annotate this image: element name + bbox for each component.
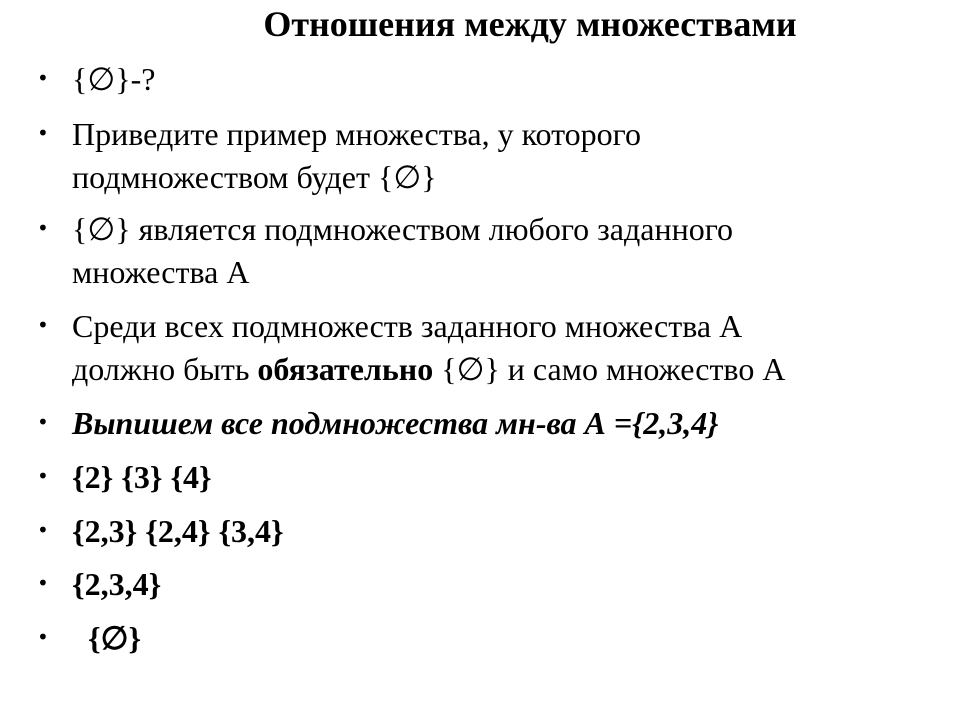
item-text-bold: обязательно [257,351,434,387]
bullet-icon: • [37,410,49,434]
list-item-subset-of-any [37,208,932,294]
item-text: {2,3} {2,4} {3,4} [72,513,284,549]
list-item-single-subsets [37,456,932,499]
item-text: Выпишем все подмножества мн-ва А ={2,3,4} [72,405,719,441]
bullet-icon: • [37,121,49,145]
bullet-icon: • [37,464,49,488]
item-text: {2} {3} {4} [72,459,212,495]
item-text-line1: Среди всех подмножеств заданного множества А [72,308,743,344]
item-text-line1: {∅} является подмножеством любого заданного [72,211,734,247]
item-text-line2: множества А [72,254,250,290]
list-item-write-subsets [37,402,932,445]
list-item-required-subsets [37,305,932,391]
item-text-line1: Приведите пример множества, у которого [72,116,641,152]
bullet-icon: • [37,216,49,240]
list-item-example-request [37,113,932,199]
item-text-pre: должно быть [72,351,258,387]
bullet-icon: • [37,66,49,90]
bullet-icon: • [37,313,49,337]
list-item-pair-subsets [37,510,932,553]
item-text: {∅}-? [72,61,156,97]
list-item-empty-set [37,617,932,660]
item-text: {∅} [72,620,142,656]
item-text-line2 [72,348,932,391]
list-item-empty-set-question [37,58,932,101]
slide-title: Отношения между множествами [263,4,797,44]
bullet-icon: • [37,625,49,649]
item-text: {2,3,4} [72,566,162,602]
item-text-post: {∅} и само множество А [433,351,786,387]
bullet-icon: • [37,571,49,595]
bullet-icon: • [37,518,49,542]
item-text-line2: подмножеством будет {∅} [72,159,437,195]
list-item-full-set [37,563,932,606]
